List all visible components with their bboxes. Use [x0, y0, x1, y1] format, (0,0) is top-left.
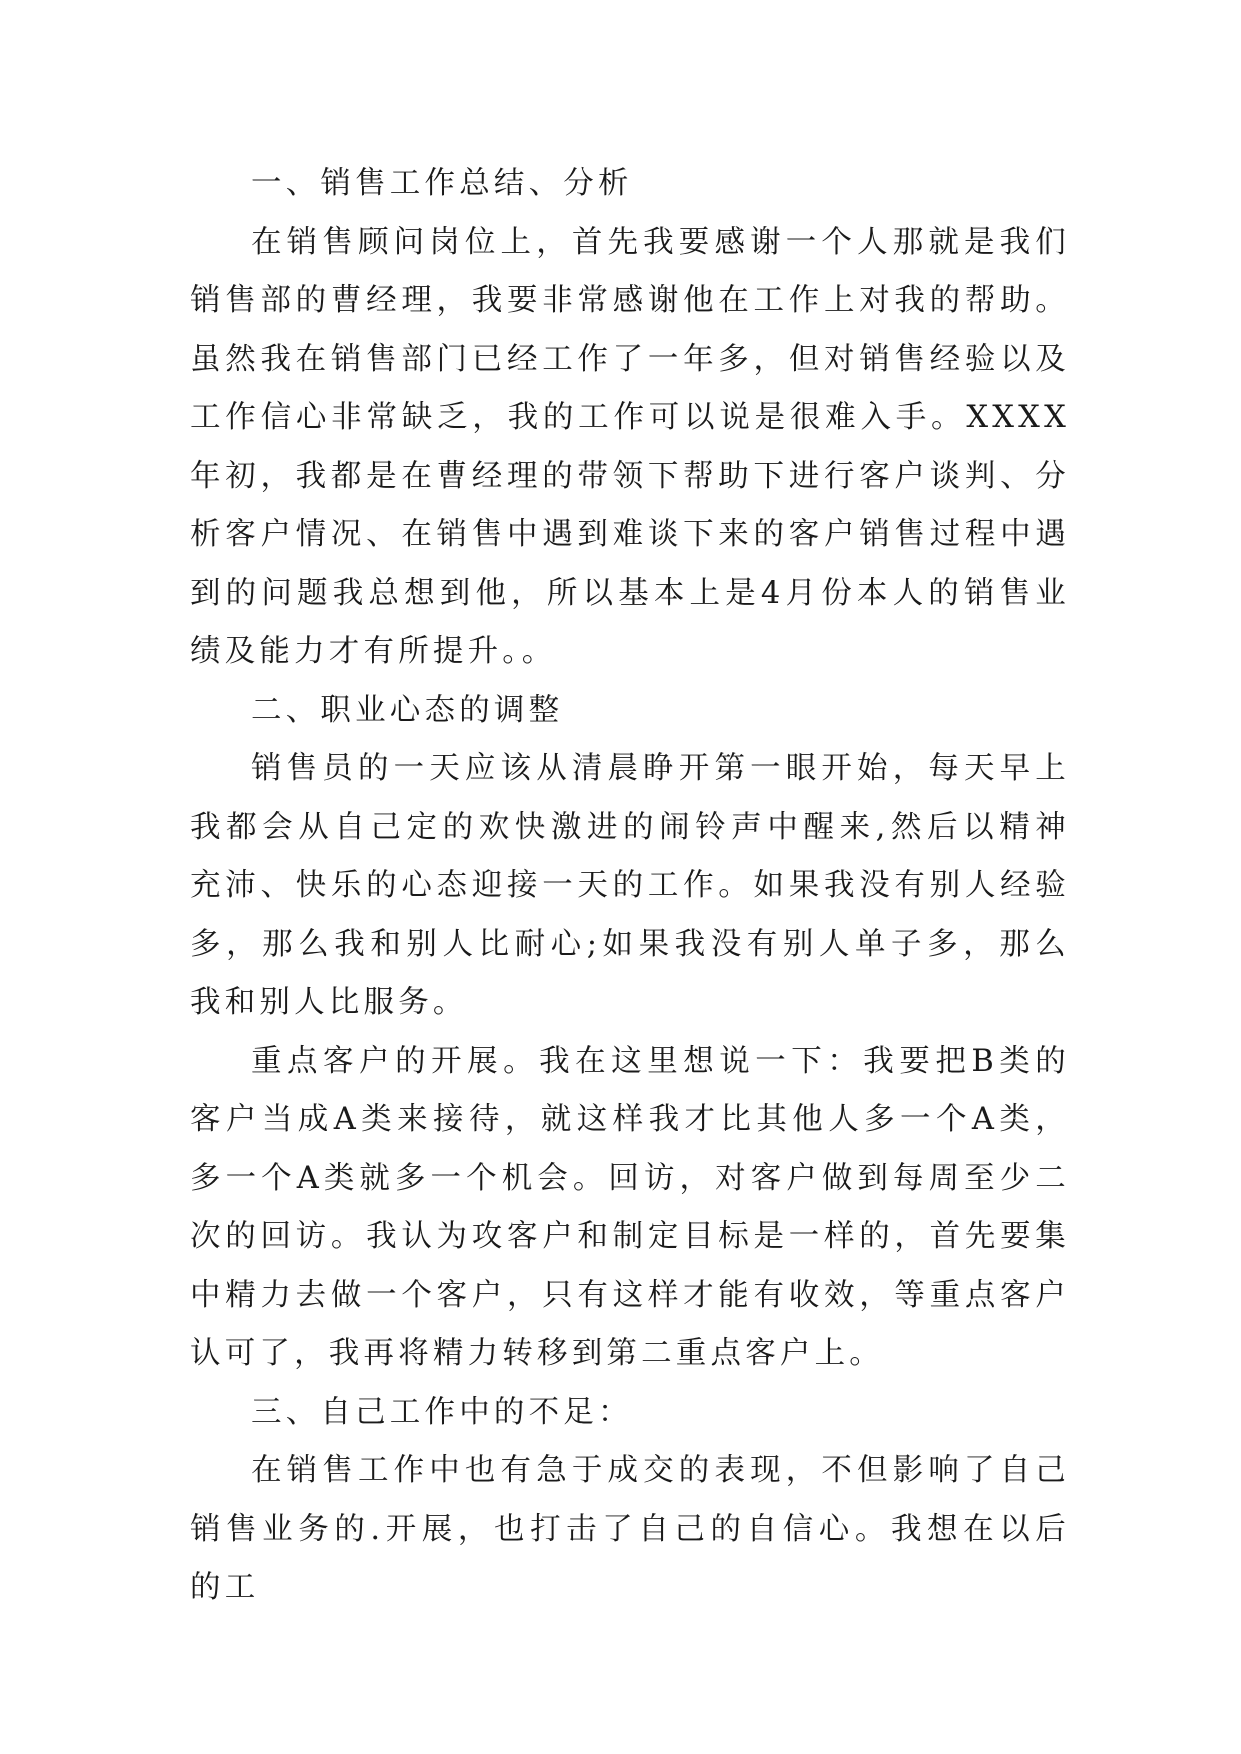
section-3-paragraph-1: 在销售工作中也有急于成交的表现，不但影响了自己销售业务的.开展，也打击了自己的自信心。我想在以后的工	[190, 1453, 1070, 1605]
section-2-paragraph-1: 销售员的一天应该从清晨睁开第一眼开始，每天早上我都会从自己定的欢快激进的闹铃声中醒来,然后以精神充沛、快乐的心态迎接一天的工作。如果我没有别人经验多，那么我和别人比耐心;如果我没有别人单子多，那么我和别人比服务。	[190, 751, 1070, 1020]
section-heading-3: 三、自己工作中的不足：	[251, 1394, 633, 1430]
section-2-paragraph-2: 重点客户的开展。我在这里想说一下：我要把B类的客户当成A类来接待，就这样我才比其他人多一个A类，多一个A类就多一个机会。回访，对客户做到每周至少二次的回访。我认为攻客户和制定目标是一样的，首先要集中精力去做一个客户，只有这样才能有收效，等重点客户认可了，我再将精力转移到第二重点客户上。	[190, 1043, 1070, 1371]
section-heading-2: 二、职业心态的调整	[251, 692, 564, 728]
section-1-paragraph-1: 在销售顾问岗位上，首先我要感谢一个人那就是我们销售部的曹经理，我要非常感谢他在工作上对我的帮助。虽然我在销售部门已经工作了一年多，但对销售经验以及工作信心非常缺乏，我的工作可以说是很难入手。XXXX年初，我都是在曹经理的带领下帮助下进行客户谈判、分析客户情况、在销售中遇到难谈下来的客户销售过程中遇到的问题我总想到他，所以基本上是4月份本人的销售业绩及能力才有所提升。。	[190, 224, 1070, 669]
section-heading-1: 一、销售工作总结、分析	[251, 166, 633, 201]
document-page	[190, 155, 1070, 1618]
